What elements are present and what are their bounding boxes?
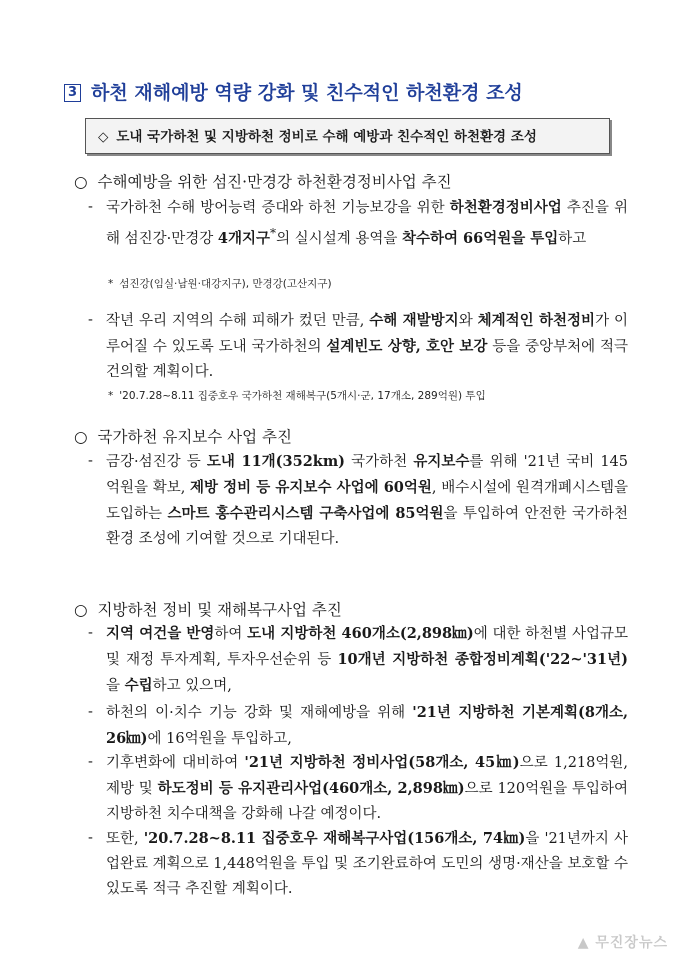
footnote-2: * '20.7.28~8.11 집중호우 국가하천 재해복구(5개시·군, 17개소, 289억원) 투입 [108, 390, 486, 402]
paragraph-1-2 [88, 308, 628, 385]
paragraph-3-1 [88, 621, 628, 699]
paragraph-text: 금강·섬진강 등 도내 11개(352km) 국가하천 유지보수를 위해 '21년 국비 145억원을 확보, 제방 정비 등 유지보수 사업에 60억원, 배수시설에 원격개폐시스템을 도입하는 스마트 홍수관리시스템 구축사업에 85억원을 투입하여 안전한 국가하천 환경 조성에 기여할 것으로 기대된다. [106, 453, 629, 547]
asterisk-marker: * [108, 278, 114, 290]
bullet-heading-2: ○ 국가하천 유지보수 사업 추진 [74, 428, 292, 446]
diamond-icon: ◇ [98, 129, 109, 145]
subheading-text: 도내 국가하천 및 지방하천 정비로 수해 예방과 친수적인 하천환경 조성 [116, 129, 537, 145]
watermark: ▲ 무진장뉴스 [577, 935, 668, 951]
dash-marker: - [88, 312, 93, 328]
paragraph-text: 국가하천 수해 방어능력 증대와 하천 기능보강을 위한 하천환경정비사업 추진을 위해 섬진강·만경강 4개지구*의 실시설계 용역을 착수하여 66억원을 투입하고 [106, 199, 628, 247]
dash-marker: - [88, 453, 93, 469]
circle-bullet-icon: ○ [74, 173, 88, 191]
section-title-text: 하천 재해예방 역량 강화 및 친수적인 하천환경 조성 [91, 82, 523, 104]
mountain-logo-icon: ▲ [577, 935, 590, 951]
paragraph-text: 하천의 이·치수 기능 강화 및 재해예방을 위해 '21년 지방하천 기본계획(8개소, 26㎞)에 16억원을 투입하고, [106, 704, 629, 747]
dash-marker: - [88, 625, 93, 641]
paragraph-2-1 [88, 449, 628, 552]
subheading-box [85, 118, 610, 154]
footnote-1: * 섬진강(임실·남원·대강지구), 만경강(고산지구) [108, 278, 332, 290]
paragraph-text: 기후변화에 대비하여 '21년 지방하천 정비사업(58개소, 45㎞)으로 1,218억원, 제방 및 하도정비 등 유지관리사업(460개소, 2,898㎞)으로 120억원을 투입하여 지방하천 치수대책을 강화해 나갈 예정이다. [106, 754, 629, 822]
dash-marker: - [88, 199, 93, 215]
paragraph-3-2 [88, 700, 628, 752]
circle-bullet-icon: ○ [74, 601, 88, 619]
asterisk-marker: * [108, 390, 114, 402]
paragraph-1-1 [88, 195, 628, 252]
section-title [64, 78, 664, 105]
bullet-heading-3: ○ 지방하천 정비 및 재해복구사업 추진 [74, 601, 342, 619]
dash-marker: - [88, 830, 93, 846]
circle-bullet-icon: ○ [74, 428, 88, 446]
paragraph-3-3 [88, 750, 628, 827]
section-number: 3 [64, 84, 81, 102]
paragraph-text: 또한, '20.7.28~8.11 집중호우 재해복구사업(156개소, 74㎞)을 '21년까지 사업완료 계획으로 1,448억원을 투입 및 조기완료하여 도민의 생명·재산을 보호할 수 있도록 적극 추진할 계획이다. [106, 830, 628, 897]
paragraph-3-4 [88, 826, 628, 902]
dash-marker: - [88, 704, 93, 720]
paragraph-text: 지역 여건을 반영하여 도내 지방하천 460개소(2,898㎞)에 대한 하천별 사업규모 및 재정 투자계획, 투자우선순위 등 10개년 지방하천 종합정비계획('22~'31년)을 수립하고 있으며, [106, 625, 628, 694]
dash-marker: - [88, 754, 93, 770]
bullet-heading-1: ○ 수해예방을 위한 섬진·만경강 하천환경정비사업 추진 [74, 173, 452, 191]
paragraph-text: 작년 우리 지역의 수해 피해가 컸던 만큼, 수해 재발방지와 체계적인 하천정비가 이루어질 수 있도록 도내 국가하천의 설계빈도 상향, 호안 보강 등을 중앙부처에 적극 건의할 계획이다. [106, 312, 629, 380]
